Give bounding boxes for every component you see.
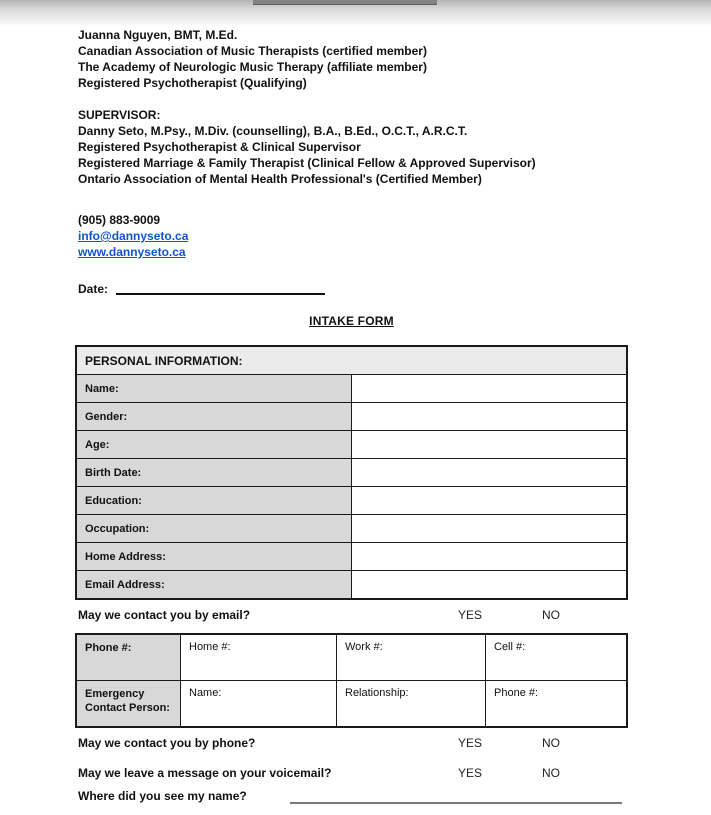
website-link[interactable]: www.dannyseto.ca <box>78 245 186 259</box>
phone-number: (905) 883-9009 <box>78 213 161 227</box>
yes-option[interactable]: YES <box>458 736 483 750</box>
supervisor-heading: SUPERVISOR: <box>78 108 161 122</box>
table-row <box>76 515 627 543</box>
home-address-label: Home Address: <box>76 543 352 571</box>
therapist-association-2: The Academy of Neurologic Music Therapy (affiliate member) <box>78 60 427 74</box>
table-row <box>76 634 627 681</box>
therapist-designation: Registered Psychotherapist (Qualifying) <box>78 76 307 90</box>
therapist-credentials <box>78 27 427 91</box>
question-text: May we contact you by email? <box>78 608 251 622</box>
age-label: Age: <box>76 431 352 459</box>
occupation-input-cell[interactable] <box>352 515 628 543</box>
supervisor-name: Danny Seto, M.Psy., M.Div. (counselling), B.A., B.Ed., O.C.T., A.R.C.T. <box>78 124 468 138</box>
form-title: INTAKE FORM <box>309 314 394 328</box>
home-address-input-cell[interactable] <box>352 543 628 571</box>
education-label: Education: <box>76 487 352 515</box>
table-row <box>76 403 627 431</box>
email-address-label: Email Address: <box>76 571 352 600</box>
therapist-association-1: Canadian Association of Music Therapists (certified member) <box>78 44 427 58</box>
yes-option[interactable]: YES <box>458 766 483 780</box>
phone-row-label: Phone #: <box>76 634 181 681</box>
table-row <box>76 543 627 571</box>
top-cropped-bar <box>253 0 437 5</box>
personal-info-table <box>75 345 628 600</box>
table-row <box>76 487 627 515</box>
table-row <box>76 375 627 403</box>
email-address-input-cell[interactable] <box>352 571 628 600</box>
no-option[interactable]: NO <box>542 608 560 622</box>
supervisor-designation-2: Registered Marriage & Family Therapist (Clinical Fellow & Approved Supervisor) <box>78 156 536 170</box>
date-line <box>78 281 108 297</box>
therapist-name: Juanna Nguyen, BMT, M.Ed. <box>78 28 238 42</box>
gender-label: Gender: <box>76 403 352 431</box>
birth-date-input-cell[interactable] <box>352 459 628 487</box>
question-contact-by-email <box>78 608 638 622</box>
no-option[interactable]: NO <box>542 736 560 750</box>
date-label: Date: <box>78 282 109 296</box>
question-contact-by-phone <box>78 736 638 750</box>
supervisor-credentials <box>78 107 536 187</box>
emergency-contact-label: Emergency Contact Person: <box>76 681 181 728</box>
table-header-row <box>76 346 627 375</box>
emergency-phone-cell[interactable]: Phone #: <box>486 681 628 728</box>
question-referral-source <box>78 789 638 803</box>
no-option[interactable]: NO <box>542 766 560 780</box>
home-number-cell[interactable]: Home #: <box>181 634 337 681</box>
email-link[interactable]: info@dannyseto.ca <box>78 229 189 243</box>
question-text: May we leave a message on your voicemail? <box>78 766 332 780</box>
referral-blank-field[interactable] <box>290 791 622 804</box>
supervisor-designation-1: Registered Psychotherapist & Clinical Supervisor <box>78 140 361 154</box>
table-row <box>76 431 627 459</box>
personal-info-header: PERSONAL INFORMATION: <box>76 346 627 375</box>
question-text: May we contact you by phone? <box>78 736 256 750</box>
education-input-cell[interactable] <box>352 487 628 515</box>
gender-input-cell[interactable] <box>352 403 628 431</box>
name-input-cell[interactable] <box>352 375 628 403</box>
table-row <box>76 681 627 728</box>
question-text: Where did you see my name? <box>78 789 247 803</box>
table-row <box>76 571 627 600</box>
emergency-relationship-cell[interactable]: Relationship: <box>337 681 486 728</box>
occupation-label: Occupation: <box>76 515 352 543</box>
age-input-cell[interactable] <box>352 431 628 459</box>
birth-date-label: Birth Date: <box>76 459 352 487</box>
supervisor-designation-3: Ontario Association of Mental Health Professional's (Certified Member) <box>78 172 482 186</box>
name-label: Name: <box>76 375 352 403</box>
table-row <box>76 459 627 487</box>
contact-info <box>78 212 188 260</box>
phone-emergency-table <box>75 633 628 728</box>
date-blank-field[interactable] <box>116 281 325 295</box>
cell-number-cell[interactable]: Cell #: <box>486 634 628 681</box>
yes-option[interactable]: YES <box>458 608 483 622</box>
question-voicemail-message <box>78 766 638 780</box>
work-number-cell[interactable]: Work #: <box>337 634 486 681</box>
emergency-name-cell[interactable]: Name: <box>181 681 337 728</box>
